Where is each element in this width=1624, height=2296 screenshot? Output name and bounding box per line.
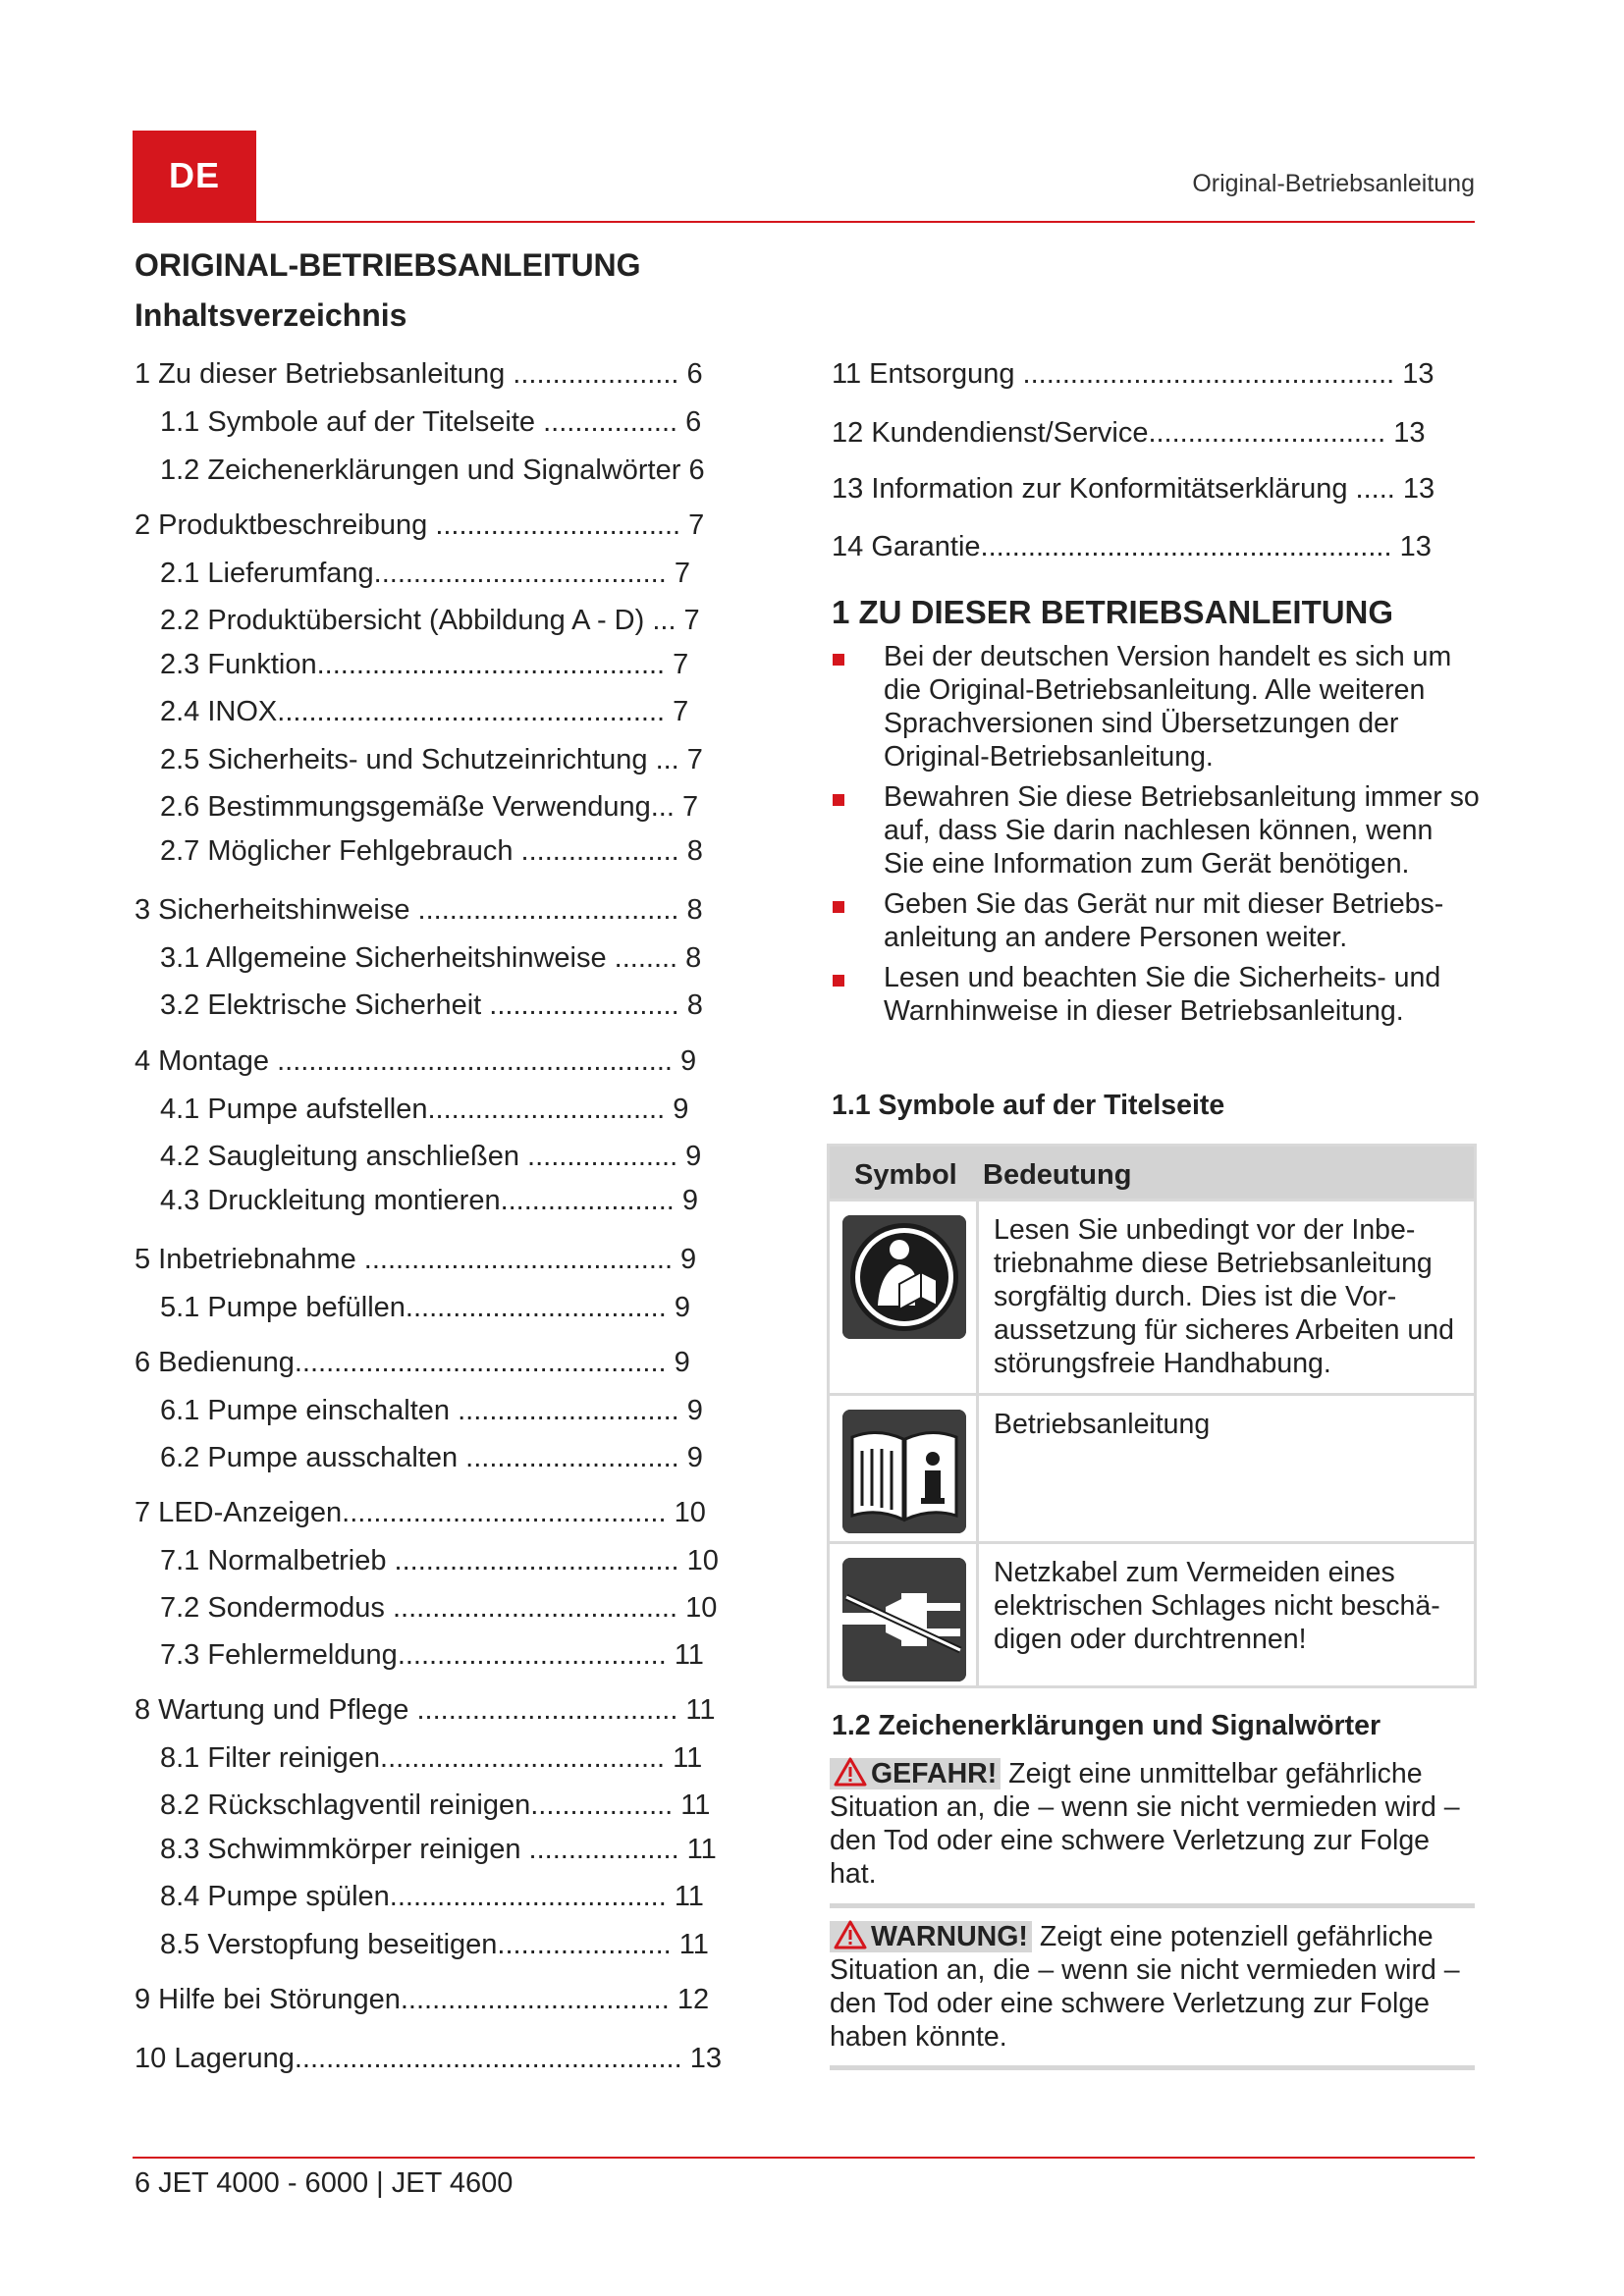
toc-entry[interactable]: 2.6 Bestimmungsgemäße Verwendung... 7 xyxy=(160,791,699,823)
symbol-cell xyxy=(830,1544,979,1688)
toc-entry[interactable]: 8.1 Filter reinigen.................................... 11 xyxy=(160,1742,703,1774)
bullet-item: Bei der deutschen Version handelt es sich um die Original-Betriebsanleitung. Alle weiteren Sprachversionen sind Übersetzungen der Original-Betriebsanleitung. xyxy=(832,640,1480,774)
toc-entry[interactable]: 2.2 Produktübersicht (Abbildung A - D) ... 7 xyxy=(160,605,700,636)
danger-rule xyxy=(830,1903,1475,1908)
document-title: ORIGINAL-BETRIEBSANLEITUNG xyxy=(135,247,641,283)
toc-entry[interactable]: 14 Garantie.................................................... 13 xyxy=(832,531,1432,562)
symbol-meaning: Netzkabel zum Vermeiden eines elektrischen Schlages nicht beschädigen oder durchtrennen! xyxy=(994,1557,1440,1655)
toc-entry[interactable]: 6 Bedienung............................................... 9 xyxy=(135,1347,690,1378)
warning-label xyxy=(830,1921,1032,1952)
danger-text: Zeigt eine unmittelbar gefährliche Situation an, die – wenn sie nicht vermieden wird – den Tod oder eine schwere Verletzung zur Folge hat. xyxy=(830,1758,1460,1890)
toc-entry[interactable]: 3.2 Elektrische Sicherheit ........................ 8 xyxy=(160,989,703,1021)
toc-entry[interactable]: 7.2 Sondermodus .................................... 10 xyxy=(160,1592,718,1624)
symbol-cell xyxy=(830,1396,979,1541)
toc-entry[interactable]: 12 Kundendienst/Service.............................. 13 xyxy=(832,417,1426,449)
footer-page-info: 6 JET 4000 - 6000 | JET 4600 xyxy=(135,2167,514,2199)
symbol-row xyxy=(830,1393,1474,1541)
manual-info-icon xyxy=(842,1410,966,1533)
symbol-meaning: Betriebsanleitung xyxy=(994,1409,1211,1440)
danger-label-text: GEFAHR! xyxy=(871,1758,998,1789)
toc-entry[interactable]: 3.1 Allgemeine Sicherheitshinweise ........ 8 xyxy=(160,942,702,974)
bullet-item: Geben Sie das Gerät nur mit dieser Betriebsanleitung an andere Personen weiter. xyxy=(832,887,1480,954)
bullet-item: Bewahren Sie diese Betriebsanleitung immer so auf, dass Sie darin nachlesen können, wenn Sie eine Information zum Gerät benötigen. xyxy=(832,780,1480,881)
warning-triangle-icon xyxy=(834,1757,867,1787)
toc-entry[interactable]: 2.7 Möglicher Fehlgebrauch .................... 8 xyxy=(160,835,703,867)
symbol-table xyxy=(827,1144,1477,1688)
toc-entry[interactable]: 11 Entsorgung ............................................... 13 xyxy=(832,358,1435,390)
column-header-symbol: Symbol xyxy=(854,1159,957,1191)
toc-entry[interactable]: 4.3 Druckleitung montieren...................... 9 xyxy=(160,1185,699,1216)
toc-entry[interactable]: 8 Wartung und Pflege ................................. 11 xyxy=(135,1694,716,1726)
toc-entry[interactable]: 9 Hilfe bei Störungen.................................. 12 xyxy=(135,1984,710,2015)
toc-entry[interactable]: 6.2 Pumpe ausschalten ........................... 9 xyxy=(160,1442,703,1473)
toc-entry[interactable]: 8.3 Schwimmkörper reinigen ................... 11 xyxy=(160,1834,717,1865)
symbol-cell xyxy=(830,1201,979,1393)
column-header-meaning: Bedeutung xyxy=(983,1159,1132,1191)
toc-entry[interactable]: 1 Zu dieser Betriebsanleitung ..................... 6 xyxy=(135,358,703,390)
toc-entry[interactable]: 1.2 Zeichenerklärungen und Signalwörter 6 xyxy=(160,454,705,486)
toc-entry[interactable]: 4 Montage .................................................. 9 xyxy=(135,1045,697,1077)
subsection-heading: 1.2 Zeichenerklärungen und Signalwörter xyxy=(832,1710,1381,1741)
warning-triangle-icon xyxy=(834,1920,867,1949)
symbol-row xyxy=(830,1199,1474,1393)
toc-entry[interactable]: 2.5 Sicherheits- und Schutzeinrichtung ... 7 xyxy=(160,744,703,775)
warning-text: Zeigt eine potenziell gefährliche Situation an, die – wenn sie nicht vermieden wird – den Tod oder eine schwere Verletzung zur Folge haben könnte. xyxy=(830,1921,1460,2053)
warning-label-text: WARNUNG! xyxy=(871,1921,1028,1952)
toc-entry[interactable]: 8.2 Rückschlagventil reinigen.................. 11 xyxy=(160,1789,711,1821)
toc-entry[interactable]: 5.1 Pumpe befüllen................................. 9 xyxy=(160,1292,690,1323)
bullet-item: Lesen und beachten Sie die Sicherheits- und Warnhinweise in dieser Betriebsanleitung. xyxy=(832,961,1480,1028)
toc-entry[interactable]: 7.3 Fehlermeldung.................................. 11 xyxy=(160,1639,704,1671)
toc-entry[interactable]: 4.1 Pumpe aufstellen.............................. 9 xyxy=(160,1094,689,1125)
subsection-heading: 1.1 Symbole auf der Titelseite xyxy=(832,1090,1225,1121)
toc-entry[interactable]: 8.5 Verstopfung beseitigen...................... 11 xyxy=(160,1929,709,1960)
toc-entry[interactable]: 3 Sicherheitshinweise ................................. 8 xyxy=(135,894,703,926)
toc-entry[interactable]: 10 Lagerung................................................. 13 xyxy=(135,2043,722,2074)
header-title: Original-Betriebsanleitung xyxy=(1192,170,1475,197)
toc-entry[interactable]: 2.3 Funktion............................................ 7 xyxy=(160,649,689,680)
toc-entry[interactable]: 5 Inbetriebnahme ....................................... 9 xyxy=(135,1244,697,1275)
symbol-row xyxy=(830,1541,1474,1688)
section-heading: 1 ZU DIESER BETRIEBSANLEITUNG xyxy=(832,594,1394,630)
toc-entry[interactable]: 4.2 Saugleitung anschließen ................... 9 xyxy=(160,1141,702,1172)
read-manual-icon xyxy=(842,1215,966,1339)
toc-entry[interactable]: 1.1 Symbole auf der Titelseite ................. 6 xyxy=(160,406,702,438)
symbol-table-header xyxy=(830,1147,1474,1201)
warning-rule xyxy=(830,2065,1475,2070)
toc-entry[interactable]: 2.1 Lieferumfang..................................... 7 xyxy=(160,558,690,589)
toc-entry[interactable]: 7 LED-Anzeigen......................................... 10 xyxy=(135,1497,706,1528)
toc-entry[interactable]: 13 Information zur Konformitätserklärung ..... 13 xyxy=(832,473,1435,505)
toc-title: Inhaltsverzeichnis xyxy=(135,297,407,333)
warning-notice xyxy=(830,1920,1475,2054)
toc-entry[interactable]: 7.1 Normalbetrieb .................................... 10 xyxy=(160,1545,719,1576)
danger-notice xyxy=(830,1757,1475,1891)
toc-entry[interactable]: 2 Produktbeschreibung ............................... 7 xyxy=(135,509,705,541)
toc-entry[interactable]: 6.1 Pumpe einschalten ............................ 9 xyxy=(160,1395,703,1426)
bullet-list xyxy=(832,640,1480,1035)
toc-entry[interactable]: 8.4 Pumpe spülen................................... 11 xyxy=(160,1881,704,1912)
language-tab: DE xyxy=(133,131,256,221)
toc-entry[interactable]: 2.4 INOX................................................. 7 xyxy=(160,696,689,727)
danger-label xyxy=(830,1758,1001,1789)
symbol-meaning: Lesen Sie unbedingt vor der Inbetriebnahme diese Betriebsanleitung sorgfältig durch. Dies ist die Voraussetzung für sicheres Arbeiten und störungsfreie Handhabung. xyxy=(994,1214,1454,1379)
cut-cable-icon xyxy=(842,1558,966,1682)
footer-rule xyxy=(133,2157,1475,2159)
